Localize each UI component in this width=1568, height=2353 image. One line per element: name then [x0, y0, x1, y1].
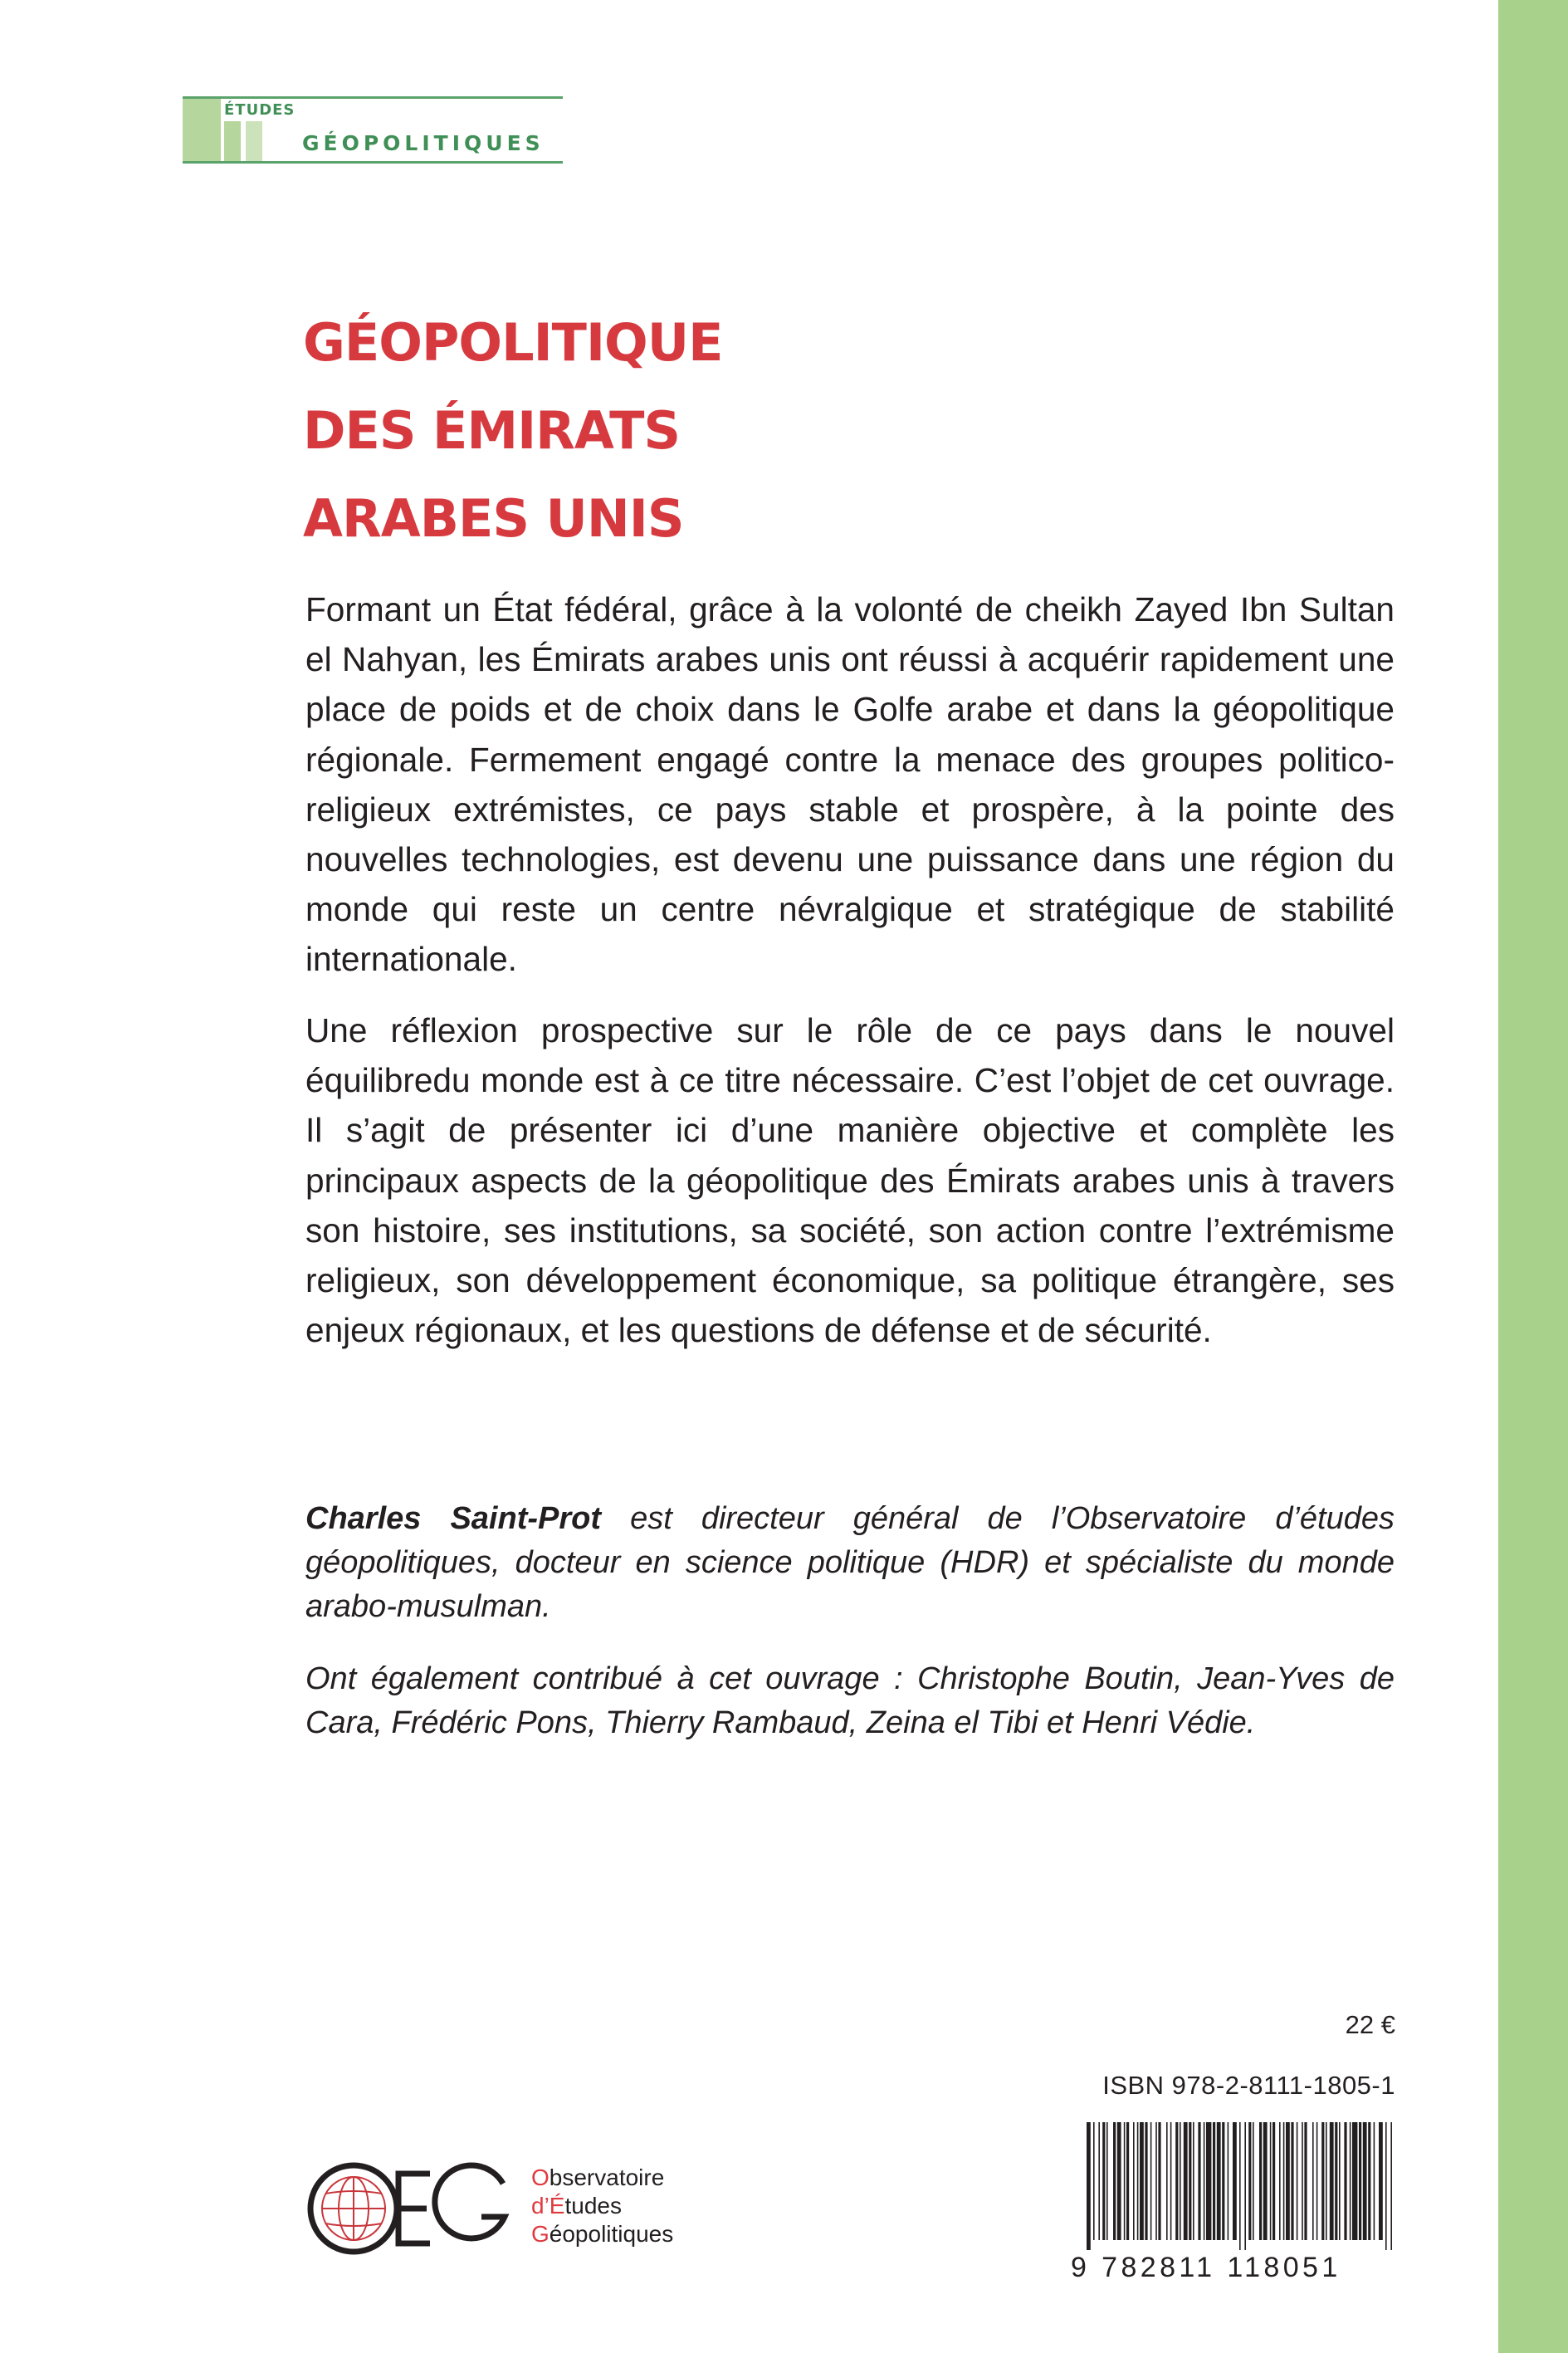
author-name: Charles Saint-Prot [305, 1501, 602, 1536]
barcode-bar [1124, 2122, 1126, 2240]
author-bio-text: est directeur général de l’Observatoire d’études géopolitiques, docteur en science politique (HDR) et spécialiste du monde arabo-musulman. [305, 1501, 1395, 1624]
barcode-bar [1253, 2122, 1254, 2240]
price: 22 € [1345, 2010, 1395, 2039]
barcode-bar [1117, 2122, 1121, 2240]
barcode [1085, 2122, 1395, 2250]
barcode-bar [1390, 2122, 1392, 2250]
barcode-bar [1193, 2122, 1194, 2240]
barcode-bar [1113, 2122, 1116, 2240]
isbn: ISBN 978-2-8111-1805-1 [1102, 2071, 1395, 2100]
barcode-bar [1102, 2122, 1105, 2240]
barcode-bar [1087, 2122, 1091, 2250]
barcode-bar [1239, 2122, 1241, 2250]
barcode-bar [1248, 2122, 1251, 2240]
barcode-bar [1279, 2122, 1281, 2240]
barcode-bar [1302, 2122, 1303, 2240]
barcode-bar [1283, 2122, 1285, 2240]
barcode-bar [1244, 2122, 1246, 2250]
barcode-bar [1137, 2122, 1139, 2240]
barcode-bar [1093, 2122, 1095, 2240]
publisher-name-line: d’Études [531, 2193, 622, 2218]
barcode-bar [1158, 2122, 1160, 2240]
barcode-bar [1126, 2122, 1129, 2240]
barcode-bar [1184, 2122, 1188, 2240]
barcode-bar [1335, 2122, 1337, 2240]
barcode-bar [1222, 2122, 1224, 2240]
contributors-note: Ont également contribué à cet ouvrage : Christophe Boutin, Jean-Yves de Cara, Frédéric Pons, Thierry Rambaud, Zeina el Tibi et Henri Védie. [305, 1661, 1395, 1740]
barcode-bar [1368, 2122, 1370, 2240]
barcode-bar [1359, 2122, 1361, 2240]
barcode-bar [1374, 2122, 1375, 2240]
barcode-bar [1339, 2122, 1341, 2240]
barcode-bar [1233, 2122, 1237, 2240]
barcode-bar [1350, 2122, 1351, 2240]
title-line: DES ÉMIRATS [303, 400, 681, 461]
globe-icon [310, 2165, 397, 2252]
barcode-bar [1217, 2122, 1221, 2240]
barcode-bar [1385, 2122, 1387, 2250]
letter-g-icon [435, 2165, 505, 2238]
barcode-bar [1213, 2122, 1215, 2240]
barcode-bar [1204, 2122, 1205, 2240]
book-title [303, 299, 1299, 563]
author-bio [305, 1497, 1395, 1629]
description-paragraph-1: Formant un État fédéral, grâce à la volonté de cheikh Zayed Ibn Sultan el Nahyan, les Émirats arabes unis ont réussi à acquérir rapidement une place de poids et de choix dans le Golfe arabe et dans la géopolitique régionale. Fermement engagé contre la menace des groupes politico-religieux extrémistes, ce pays stable et prospère, à la pointe des nouvelles technologies, est devenu une puissance dans une région du monde qui reste un centre névralgique et stratégique de stabilité internationale. [305, 590, 1395, 979]
letter-e-icon [398, 2174, 430, 2243]
barcode-bar [1189, 2122, 1191, 2240]
title-line: ARABES UNIS [303, 488, 684, 549]
barcode-bar [1145, 2122, 1147, 2240]
barcode-bar [1286, 2122, 1290, 2240]
description-paragraph-2: Une réflexion prospective sur le rôle de ce pays dans le nouvel équilibredu monde est à ce titre nécessaire. C’est l’objet de cet ouvrage. Il s’agit de présenter ici d’une manière objective et complète les principaux aspects de la géopolitique des Émirats arabes unis à travers son histoire, ses institutions, sa société, son action contre l’extrémisme religieux, son développement économique, sa politique étrangère, ses enjeux régionaux, et les questions de défense et de sécurité. [305, 1011, 1395, 1350]
publisher-name [531, 2164, 673, 2248]
barcode-bar [1175, 2122, 1178, 2240]
barcode-bar [1140, 2122, 1144, 2240]
barcode-bar [1352, 2122, 1357, 2240]
barcode-bar [1259, 2122, 1262, 2240]
barcode-bar [1270, 2122, 1272, 2240]
barcode-bar [1312, 2122, 1314, 2240]
barcode-bar [1106, 2122, 1108, 2240]
series-line-2: GÉOPOLITIQUES [302, 131, 545, 155]
barcode-bar [1170, 2122, 1172, 2240]
barcode-bar [1344, 2122, 1346, 2240]
publisher-logo [305, 2159, 513, 2258]
publisher-name-line: Géopolitiques [531, 2221, 674, 2247]
barcode-bar [1263, 2122, 1268, 2240]
barcode-bar [1228, 2122, 1229, 2240]
barcode-bar [1272, 2122, 1275, 2240]
barcode-digits: 9 782811 118051 [1071, 2252, 1341, 2283]
barcode-bar [1098, 2122, 1100, 2240]
barcode-bar [1297, 2122, 1298, 2240]
barcode-bar [1155, 2122, 1157, 2240]
cover-spine-band [1498, 0, 1568, 2353]
barcode-bar [1304, 2122, 1307, 2240]
series-logo [183, 96, 563, 164]
barcode-bar [1166, 2122, 1168, 2240]
barcode-bar [1133, 2122, 1135, 2240]
barcode-bar [1206, 2122, 1211, 2240]
barcode-bar [1363, 2122, 1367, 2240]
barcode-bar [1379, 2122, 1383, 2240]
series-line-1: ÉTUDES [224, 101, 296, 119]
barcode-bar [1330, 2122, 1334, 2240]
barcode-bar [1316, 2122, 1318, 2240]
barcode-bar [1180, 2122, 1181, 2240]
barcode-bar [1291, 2122, 1293, 2240]
barcode-bar [1150, 2122, 1152, 2240]
title-line: GÉOPOLITIQUE [303, 312, 723, 373]
publisher-name-line: Observatoire [531, 2165, 665, 2190]
barcode-bar [1321, 2122, 1324, 2240]
barcode-bar [1326, 2122, 1327, 2240]
barcode-bar [1198, 2122, 1200, 2240]
